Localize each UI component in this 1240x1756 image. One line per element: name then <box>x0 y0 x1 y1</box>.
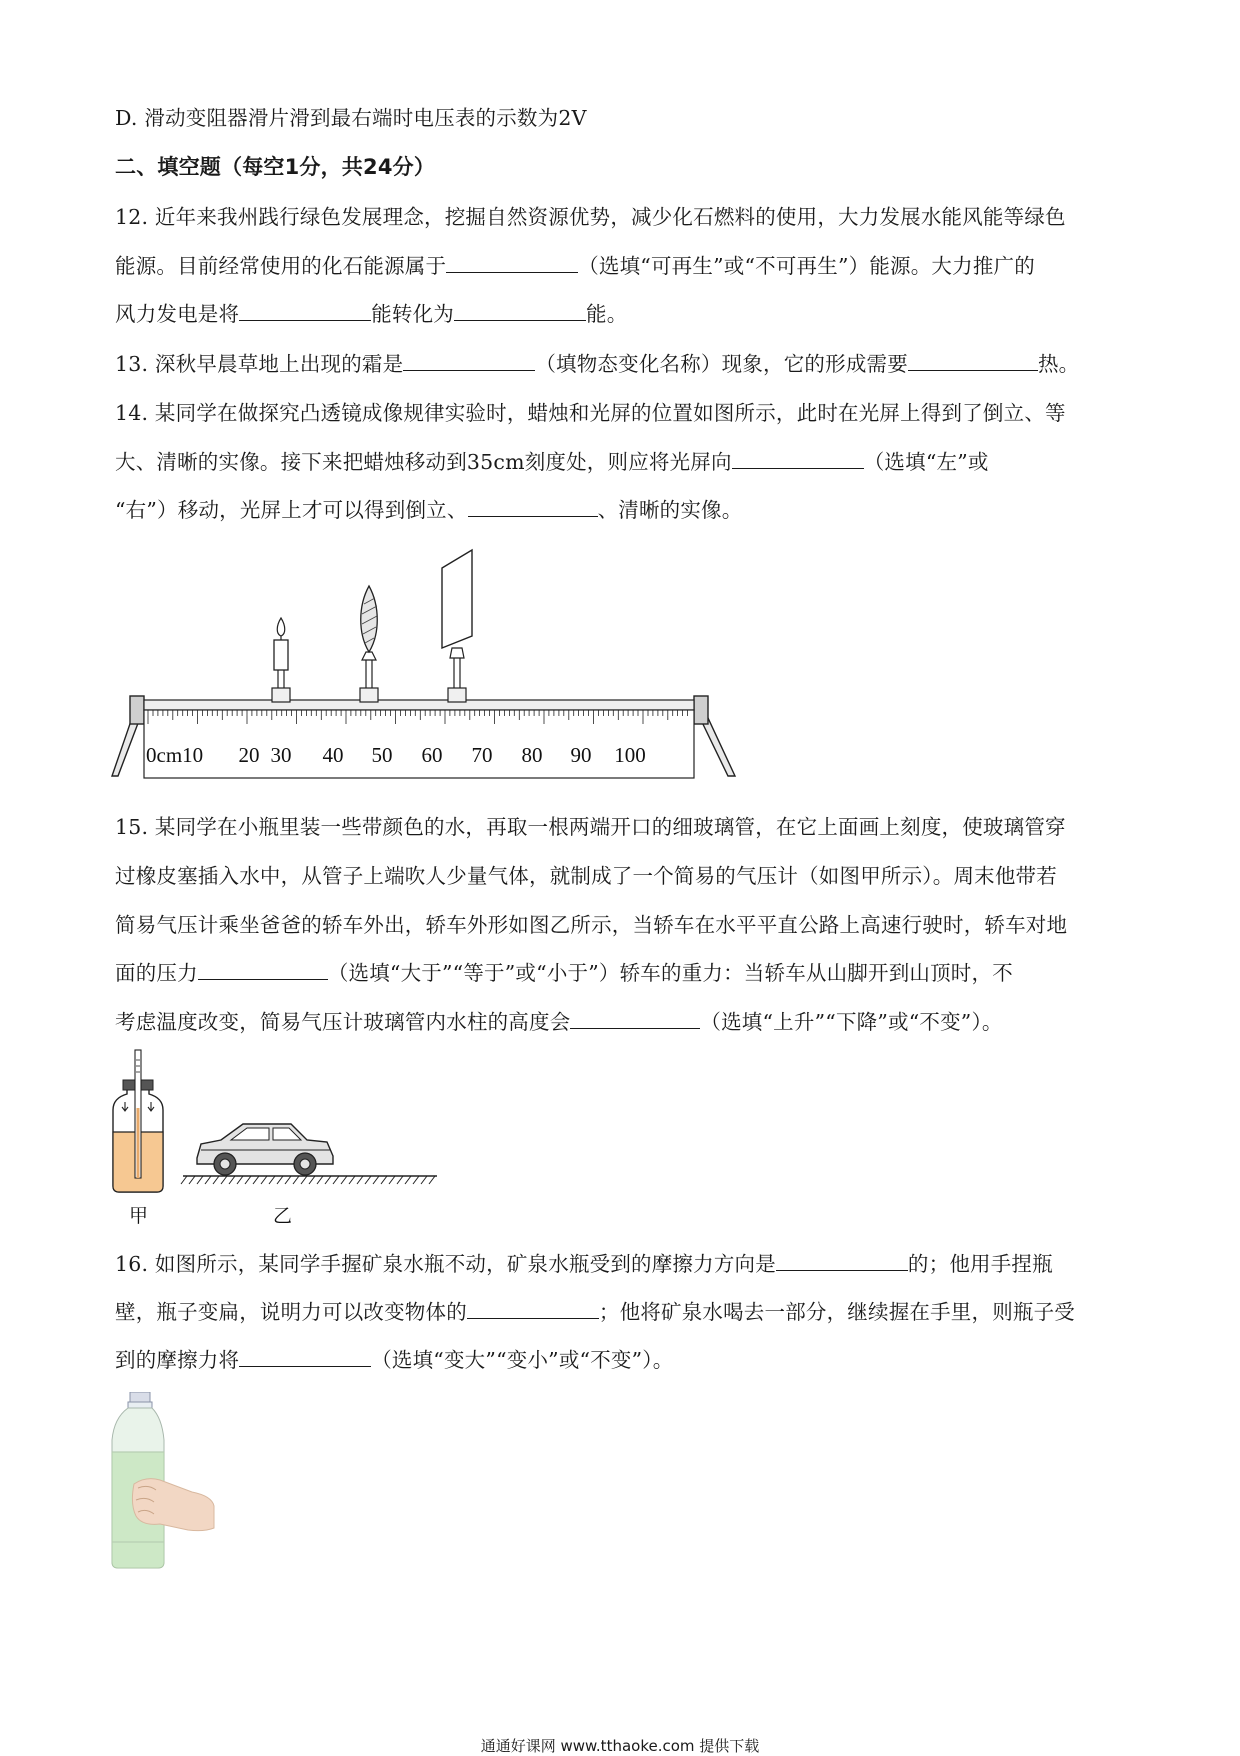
tick-label-40: 40 <box>322 743 344 767</box>
q15-text-3: 简易气压计乘坐爸爸的轿车外出，轿车外形如图乙所示，当轿车在水平平直公路上高速行驶时，轿车对地 <box>115 913 1068 937</box>
road-hatch <box>421 1176 427 1184</box>
q12-text-3b: 能转化为 <box>371 302 455 326</box>
tick-label-0: 0cm10 <box>146 743 204 767</box>
road-hatch <box>181 1176 187 1184</box>
barometer-icon <box>113 1050 163 1192</box>
optical-bench-figure <box>110 548 740 780</box>
q14-blank-1[interactable] <box>732 452 864 469</box>
q15-line-3 <box>115 915 1067 936</box>
q15-line-5 <box>115 1012 1003 1033</box>
q16-text-3a: 到的摩擦力将 <box>115 1348 240 1372</box>
road-hatching <box>181 1176 435 1184</box>
candle-icon <box>274 640 288 670</box>
q12-line-2 <box>115 256 1035 277</box>
q15-line-4 <box>115 963 1013 984</box>
q16-text-2a: 壁，瓶子变扁，说明力可以改变物体的 <box>115 1300 467 1324</box>
tick-label-30: 30 <box>270 743 292 767</box>
q12-line-1 <box>115 207 1066 228</box>
q15-line-1 <box>115 817 1066 838</box>
right-end-block <box>694 696 708 724</box>
tick-label-90: 90 <box>570 743 592 767</box>
road-hatch <box>317 1176 323 1184</box>
road-hatch <box>229 1176 235 1184</box>
q15-text-1: 15. 某同学在小瓶里装一些带颜色的水，再取一根两端开口的细玻璃管，在它上面画上刻度，使玻璃管穿 <box>115 815 1066 839</box>
road-hatch <box>205 1176 211 1184</box>
road-hatch <box>237 1176 243 1184</box>
road-hatch <box>365 1176 371 1184</box>
q13-text-c: 热。 <box>1037 352 1080 376</box>
road-hatch <box>309 1176 315 1184</box>
road-hatch <box>357 1176 363 1184</box>
q14-line-3 <box>115 500 742 521</box>
q15-text-4a: 面的压力 <box>115 961 198 985</box>
q15-text-5a: 考虑温度改变，简易气压计玻璃管内水柱的高度会 <box>115 1010 571 1034</box>
q13-line <box>115 354 1079 375</box>
section-heading <box>115 157 435 178</box>
barometer-car-figure <box>105 1048 450 1228</box>
q16-text-3b: （选填“变大”“变小”或“不变”）。 <box>371 1348 674 1372</box>
figure-label-jia: 甲 <box>129 1205 149 1227</box>
q14-text-2a: 大、清晰的实像。接下来把蜡烛移动到35cm刻度处，则应将光屏向 <box>115 450 732 474</box>
road-hatch <box>397 1176 403 1184</box>
q14-blank-2[interactable] <box>468 500 598 517</box>
road-hatch <box>261 1176 267 1184</box>
road-hatch <box>221 1176 227 1184</box>
q14-line-2 <box>115 452 989 473</box>
q16-text-1b: 的；他用手捏瓶 <box>907 1252 1053 1276</box>
q15-text-4b: （选填“大于”“等于”或“小于”）轿车的重力：当轿车从山脚开到山顶时，不 <box>327 961 1013 985</box>
road-hatch <box>213 1176 219 1184</box>
tick-label-100: 100 <box>614 743 646 767</box>
q16-line-1 <box>115 1254 1053 1275</box>
q13-text-a: 13. 深秋早晨草地上出现的霜是 <box>115 352 404 376</box>
q12-blank-2[interactable] <box>239 304 371 321</box>
road-hatch <box>189 1176 195 1184</box>
road-hatch <box>277 1176 283 1184</box>
hand-icon <box>132 1479 214 1531</box>
tick-label-60: 60 <box>421 743 443 767</box>
q16-blank-3[interactable] <box>239 1350 371 1367</box>
left-support <box>112 718 140 776</box>
road-hatch <box>293 1176 299 1184</box>
q12-text-3c: 能。 <box>586 302 628 326</box>
q14-text-3a: “右”）移动，光屏上才可以得到倒立、 <box>115 498 468 522</box>
q16-line-3 <box>115 1350 673 1371</box>
q13-blank-1[interactable] <box>403 354 535 371</box>
bottle-figure <box>108 1392 223 1572</box>
q13-blank-2[interactable] <box>908 354 1038 371</box>
q12-line-3 <box>115 304 627 325</box>
car-icon <box>197 1124 333 1175</box>
flame-icon <box>277 618 285 636</box>
q12-text-1: 12. 近年来我州践行绿色发展理念，挖掘自然资源优势，减少化石燃料的使用，大力发展水能风能等绿色 <box>115 205 1066 229</box>
q12-text-3a: 风力发电是将 <box>115 302 240 326</box>
road-hatch <box>405 1176 411 1184</box>
road-hatch <box>197 1176 203 1184</box>
road-hatch <box>389 1176 395 1184</box>
road-hatch <box>269 1176 275 1184</box>
q15-text-2: 过橡皮塞插入水中，从管子上端吹人少量气体，就制成了一个简易的气压计（如图甲所示）。周末他带若 <box>115 864 1057 888</box>
road-hatch <box>381 1176 387 1184</box>
tick-label-50: 50 <box>371 743 393 767</box>
q12-text-2b: （选填“可再生”或“不可再生”）能源。大力推广的 <box>578 254 1035 278</box>
q14-line-1 <box>115 403 1066 424</box>
left-end-block <box>130 696 144 724</box>
candle-assembly <box>272 618 290 702</box>
option-d-text: D. 滑动变阻器滑片滑到最右端时电压表的示数为2V <box>115 106 587 130</box>
lens-icon <box>361 586 378 652</box>
q15-line-2 <box>115 866 1057 887</box>
q15-blank-1[interactable] <box>198 963 328 980</box>
tick-label-20: 20 <box>238 743 260 767</box>
section-heading-text: 二、填空题（每空1分，共24分） <box>115 155 436 179</box>
q13-text-b: （填物态变化名称）现象，它的形成需要 <box>535 352 908 376</box>
road-hatch <box>373 1176 379 1184</box>
tick-label-80: 80 <box>521 743 543 767</box>
rail-top <box>144 700 694 710</box>
q12-blank-1[interactable] <box>446 256 578 273</box>
tick-label-70: 70 <box>471 743 493 767</box>
q16-line-2 <box>115 1302 1075 1323</box>
page-footer <box>0 1735 1240 1756</box>
figure-label-yi: 乙 <box>273 1205 293 1227</box>
q16-blank-1[interactable] <box>776 1254 908 1271</box>
q15-blank-2[interactable] <box>570 1012 700 1029</box>
screen-assembly <box>442 550 472 702</box>
road-hatch <box>245 1176 251 1184</box>
road-hatch <box>413 1176 419 1184</box>
q16-text-1a: 16. 如图所示，某同学手握矿泉水瓶不动，矿泉水瓶受到的摩擦力方向是 <box>115 1252 776 1276</box>
road-hatch <box>341 1176 347 1184</box>
option-d <box>115 108 587 129</box>
q16-text-2b: ；他将矿泉水喝去一部分，继续握在手里，则瓶子受 <box>598 1300 1076 1324</box>
q14-text-2b: （选填“左”或 <box>863 450 989 474</box>
right-support <box>700 718 735 776</box>
road-hatch <box>253 1176 259 1184</box>
q12-blank-3[interactable] <box>454 304 586 321</box>
q12-text-2a: 能源。目前经常使用的化石能源属于 <box>115 254 447 278</box>
footer-text: 通通好课网 www.tthaoke.com 提供下载 <box>480 1737 760 1755</box>
road-hatch <box>325 1176 331 1184</box>
road-hatch <box>349 1176 355 1184</box>
road-hatch <box>285 1176 291 1184</box>
q16-blank-2[interactable] <box>467 1302 599 1319</box>
light-screen-icon <box>442 550 472 648</box>
lens-assembly <box>360 586 378 702</box>
q15-text-5b: （选填“上升”“下降”或“不变”）。 <box>700 1010 1003 1034</box>
ruler <box>144 710 694 778</box>
q14-text-1: 14. 某同学在做探究凸透镜成像规律实验时，蜡烛和光屏的位置如图所示，此时在光屏上得到了倒立、等 <box>115 401 1066 425</box>
road-hatch <box>429 1176 435 1184</box>
road-hatch <box>333 1176 339 1184</box>
road-hatch <box>301 1176 307 1184</box>
q14-text-3b: 、清晰的实像。 <box>597 498 743 522</box>
